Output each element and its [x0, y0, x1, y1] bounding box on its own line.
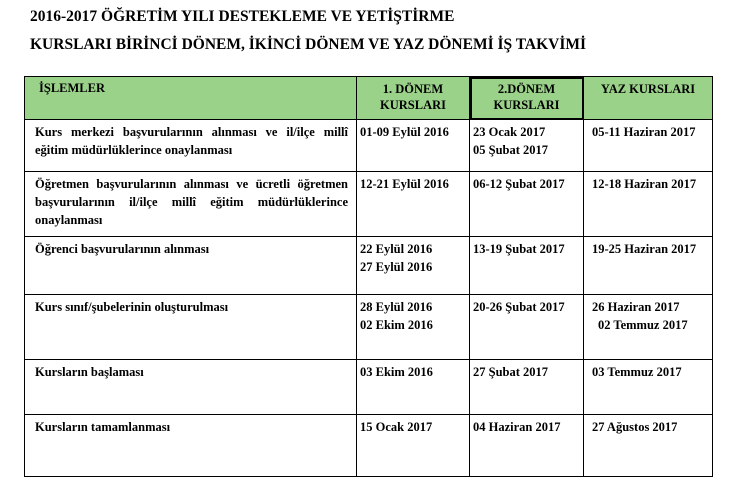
operation-cell: Öğretmen başvurularının alınması ve ücretli öğretmen başvurularının il/ilçe millî eğitim müdürlüklerince onaylanması	[25, 172, 357, 237]
term-2-cell	[470, 237, 584, 295]
table-row	[25, 415, 713, 477]
date: 26 Haziran 2017	[592, 300, 680, 314]
header-term-2-line-2: KURSLARI	[493, 98, 560, 112]
date: 04 Haziran 2017	[473, 420, 561, 434]
summer-cell	[584, 237, 713, 295]
date: 03 Temmuz 2017	[592, 365, 682, 379]
date: 02 Temmuz 2017	[598, 318, 688, 332]
summer-cell	[584, 360, 713, 415]
date: 01-09 Eylül 2016	[360, 125, 449, 139]
term-1-cell	[357, 237, 470, 295]
document-title-line-2: KURSLARI BİRİNCİ DÖNEM, İKİNCİ DÖNEM VE YAZ DÖNEMİ İŞ TAKVİMİ	[30, 36, 587, 53]
document-title-line-1: 2016-2017 ÖĞRETİM YILI DESTEKLEME VE YETİŞTİRME	[30, 8, 455, 25]
term-2-cell	[470, 360, 584, 415]
header-term-2-line-1: 2.DÖNEM	[497, 82, 556, 96]
term-1-cell	[357, 120, 470, 172]
term-1-cell	[357, 415, 470, 477]
date: 19-25 Haziran 2017	[592, 242, 697, 256]
header-term-1-line-1: 1. DÖNEM	[382, 82, 444, 96]
date: 27 Eylül 2016	[360, 260, 433, 274]
operation-cell: Öğrenci başvurularının alınması	[25, 237, 357, 295]
date: 22 Eylül 2016	[360, 242, 433, 256]
date: 05-11 Haziran 2017	[592, 125, 696, 139]
term-2-cell	[470, 120, 584, 172]
date: 05 Şubat 2017	[473, 143, 549, 157]
date: 02 Ekim 2016	[360, 318, 433, 332]
summer-cell	[584, 120, 713, 172]
term-2-cell	[470, 415, 584, 477]
table-row	[25, 295, 713, 360]
date: 28 Eylül 2016	[360, 300, 433, 314]
term-2-cell	[470, 172, 584, 237]
header-term-1-line-2: KURSLARI	[380, 98, 446, 112]
date: 06-12 Şubat 2017	[473, 177, 565, 191]
header-operations: İŞLEMLER	[25, 77, 357, 120]
table-row	[25, 172, 713, 237]
summer-cell	[584, 295, 713, 360]
date: 20-26 Şubat 2017	[473, 300, 565, 314]
operation-cell: Kursların tamamlanması	[25, 415, 357, 477]
summer-cell	[584, 415, 713, 477]
header-row	[25, 77, 713, 120]
term-1-cell	[357, 360, 470, 415]
date: 23 Ocak 2017	[473, 125, 546, 139]
date: 27 Şubat 2017	[473, 365, 549, 379]
date: 12-21 Eylül 2016	[360, 177, 449, 191]
date: 12-18 Haziran 2017	[592, 177, 697, 191]
header-summer: YAZ KURSLARI	[584, 77, 713, 120]
schedule-table	[24, 76, 713, 477]
table-row	[25, 237, 713, 295]
term-1-cell	[357, 172, 470, 237]
date: 13-19 Şubat 2017	[473, 242, 565, 256]
date: 27 Ağustos 2017	[592, 420, 678, 434]
operation-cell: Kursların başlaması	[25, 360, 357, 415]
header-term-1	[357, 77, 470, 120]
term-1-cell	[357, 295, 470, 360]
summer-cell	[584, 172, 713, 237]
table-row	[25, 120, 713, 172]
date: 15 Ocak 2017	[360, 420, 433, 434]
date: 03 Ekim 2016	[360, 365, 433, 379]
operation-cell: Kurs merkezi başvurularının alınması ve il/ilçe millî eğitim müdürlüklerince onaylanması	[25, 120, 357, 172]
header-term-2	[470, 77, 584, 120]
term-2-cell	[470, 295, 584, 360]
operation-cell: Kurs sınıf/şubelerinin oluşturulması	[25, 295, 357, 360]
table-row	[25, 360, 713, 415]
